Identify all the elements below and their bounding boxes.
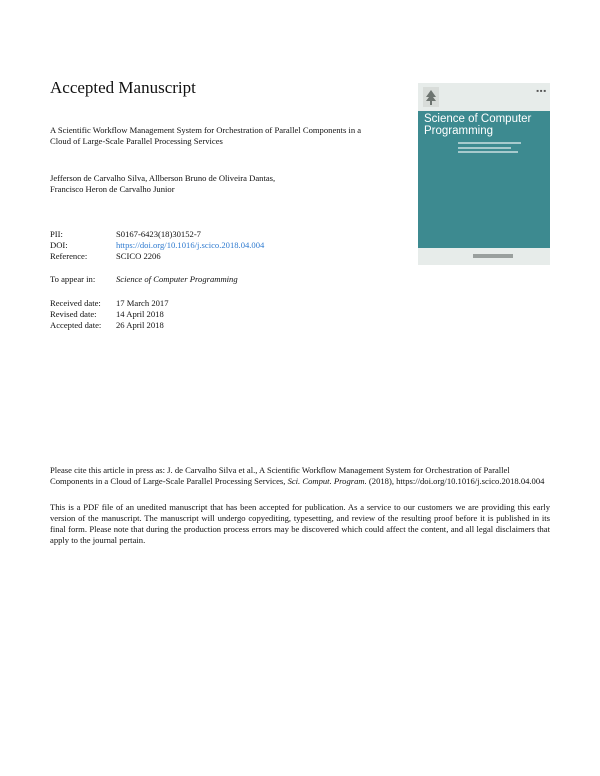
accepted-row (50, 320, 169, 331)
identifier-block (50, 229, 264, 262)
accepted-label: Accepted date: (50, 320, 102, 330)
cover-publisher-mark (473, 254, 513, 258)
doi-row (50, 240, 264, 251)
pii-value: S0167-6423(18)30152-7 (116, 229, 201, 239)
cover-text-lines (458, 142, 528, 156)
authors-line-2: Francisco Heron de Carvalho Junior (50, 184, 175, 194)
journal-name: Science of Computer Programming (116, 274, 238, 284)
citation-doi: https://doi.org/10.1016/j.scico.2018.04.004 (396, 476, 545, 486)
citation-paragraph (50, 465, 550, 487)
citation-journal: Sci. Comput. Program. (287, 476, 367, 486)
doi-link[interactable]: https://doi.org/10.1016/j.scico.2018.04.004 (116, 240, 265, 250)
appear-label: To appear in: (50, 274, 96, 284)
manuscript-heading: Accepted Manuscript (50, 78, 196, 97)
revised-row (50, 309, 169, 320)
reference-value: SCICO 2206 (116, 251, 161, 261)
received-label: Received date: (50, 298, 101, 308)
cover-journal-title: Science of Computer Programming (424, 113, 532, 137)
received-row (50, 298, 169, 309)
citation-year: (2018), (368, 476, 394, 486)
authors-line-1: Jefferson de Carvalho Silva, Allberson Bruno de Oliveira Dantas, (50, 173, 276, 183)
revised-value: 14 April 2018 (116, 309, 164, 319)
journal-cover (418, 83, 550, 265)
disclaimer-paragraph: This is a PDF file of an unedited manuscript that has been accepted for publication. As a service to our customers we are providing this early version of the manuscript. The manuscript will undergo copyediting, typesetting, and review of the resulting proof before it is published in its final form. Please note that during the production process errors may be discovered which could affect the content, and all legal disclaimers that apply to the journal pertain. (50, 502, 550, 545)
article-title: A Scientific Workflow Management System for Orchestration of Parallel Components in a Cloud of Large-Scale Parallel Processing Services (50, 125, 362, 146)
cover-volume-mark: ■ ■ ■ (536, 88, 546, 93)
dates-block (50, 298, 169, 331)
pii-row (50, 229, 264, 240)
author-list (50, 173, 380, 195)
elsevier-tree-icon (423, 87, 439, 107)
citation-prefix: Please cite this article in press as: J. de Carvalho Silva et al., A Scientific Workflow Management System for Orchestration of Parallel Components in a Cloud of Large-Scale Parallel Processing Services, (50, 465, 510, 486)
appear-row (50, 274, 238, 285)
doi-label: DOI: (50, 240, 68, 250)
appear-block (50, 274, 238, 285)
revised-label: Revised date: (50, 309, 97, 319)
pii-label: PII: (50, 229, 63, 239)
reference-row (50, 251, 264, 262)
received-value: 17 March 2017 (116, 298, 169, 308)
cover-footer-band (418, 248, 550, 265)
reference-label: Reference: (50, 251, 88, 261)
accepted-value: 26 April 2018 (116, 320, 164, 330)
